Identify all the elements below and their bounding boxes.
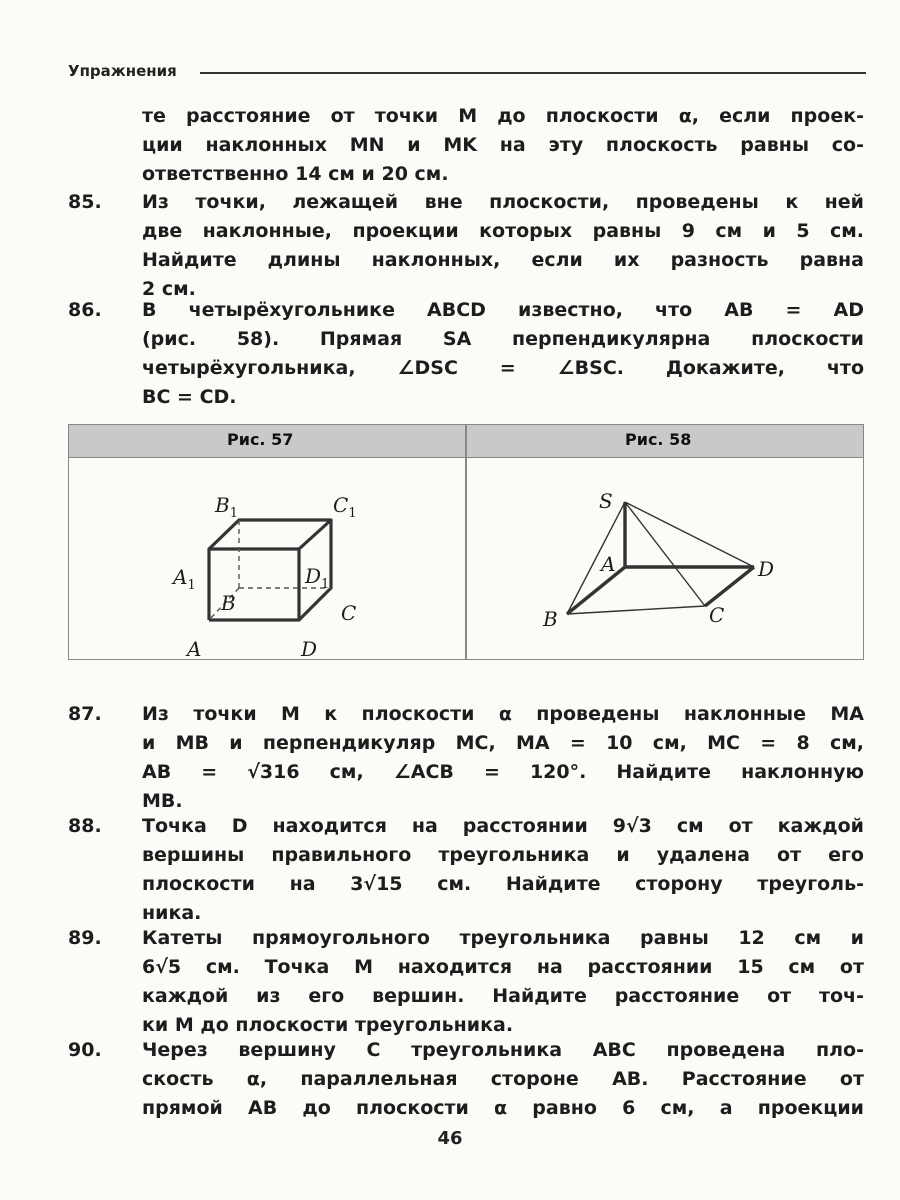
problem-number: 86. [68,299,102,321]
problem-text [142,812,864,928]
problem-number: 89. [68,927,102,949]
text-line: ответственно 14 см и 20 см. [142,163,449,185]
text-line: Из точки, лежащей вне плоскости, проведены к ней [142,191,864,213]
text-line: каждой из его вершин. Найдите расстояние от точ- [142,985,864,1007]
label-a1: $A_1$ [173,565,196,593]
page-number: 46 [437,1128,463,1149]
label-a: A [601,552,616,576]
text-line: MB. [142,790,183,812]
base-edge-dc [705,567,754,606]
text-line: Найдите длины наклонных, если их разность равна [142,249,864,271]
figure-table [68,424,864,660]
figure-57-title: Рис. 57 [227,430,294,449]
label-b: B [543,607,558,631]
running-header [68,62,866,84]
label-s: S [599,489,613,513]
text-line: BC = CD. [142,386,237,408]
text-line: Точка D находится на расстоянии 9√3 см от каждой [142,815,864,837]
label-d: D [758,557,775,581]
text-line: четырёхугольника, ∠DSC = ∠BSC. Докажите, что [142,357,864,379]
text-line: ки M до плоскости треугольника. [142,1014,514,1036]
problem-text [142,700,864,816]
problem-text [142,188,864,304]
section-title: Упражнения [68,62,177,80]
text-line: и MB и перпендикуляр MC, MA = 10 см, MC = 8 см, [142,732,864,754]
text-line: AB = √316 см, ∠ACB = 120°. Найдите наклонную [142,761,864,783]
problem-number: 90. [68,1039,102,1061]
text-line: прямой AB до плоскости α равно 6 см, а проекции [142,1097,864,1119]
text-line: те расстояние от точки M до плоскости α, если проек- [142,105,864,127]
text-line: (рис. 58). Прямая SA перпендикулярна плоскости [142,328,864,350]
label-d: D [301,637,318,658]
figure-58-pyramid [467,458,863,658]
problem-text [142,1036,864,1123]
figure-57-cube [69,458,464,658]
text-line: В четырёхугольнике ABCD известно, что AB = AD [142,299,864,321]
text-line: ника. [142,902,202,924]
text-line: две наклонные, проекции которых равны 9 см и 5 см. [142,220,864,242]
label-c: C [341,601,357,625]
text-line: Через вершину C треугольника ABC проведена пло- [142,1039,864,1061]
label-c1: $C_1$ [333,493,357,521]
text-line: ции наклонных MN и MK на эту плоскость равны со- [142,134,864,156]
text-line: Катеты прямоугольного треугольника равны 12 см и [142,927,864,949]
label-a: A [187,637,202,658]
problem-number: 85. [68,191,102,213]
problem-text [142,924,864,1040]
label-d1: $D_1$ [305,564,330,592]
edge-sc [625,502,705,606]
header-rule [200,72,866,74]
text-line: вершины правильного треугольника и удалена от его [142,844,864,866]
problem-number: 88. [68,815,102,837]
text-line: 2 см. [142,278,196,300]
text-line: скость α, параллельная стороне AB. Расстояние от [142,1068,864,1090]
text-line: Из точки M к плоскости α проведены наклонные MA [142,703,864,725]
label-b: B [221,591,236,615]
problem-text [142,296,864,412]
text-line: 6√5 см. Точка M находится на расстоянии 15 см от [142,956,864,978]
label-b1: $B_1$ [215,493,238,521]
label-c: C [709,603,725,627]
figure-58-title: Рис. 58 [625,430,692,449]
problem-text [142,102,864,189]
text-line: плоскости на 3√15 см. Найдите сторону треуголь- [142,873,864,895]
cube-top-edges [209,520,331,549]
edge-sd [625,502,754,567]
edge-sb [567,502,625,614]
problem-number: 87. [68,703,102,725]
base-edge-bc [567,606,705,614]
